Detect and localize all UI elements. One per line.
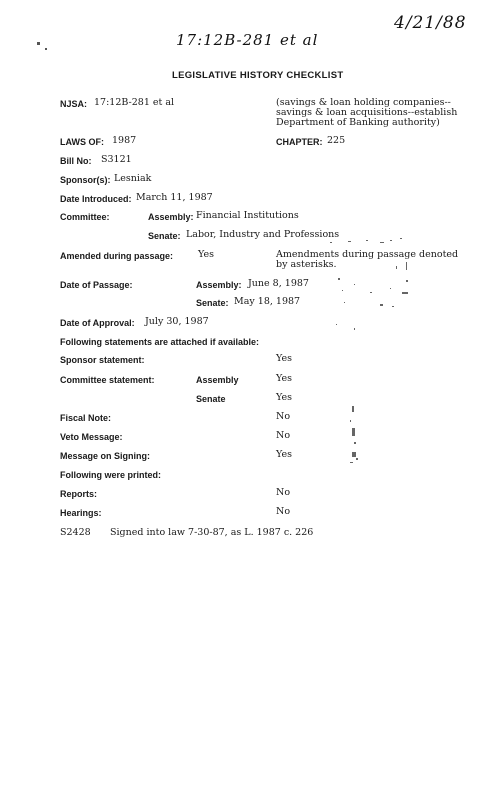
footnote-bill: S2428 bbox=[60, 527, 91, 538]
statements-heading: Following statements are attached if available: bbox=[60, 337, 260, 347]
date-of-passage-label: Date of Passage: bbox=[60, 280, 133, 290]
veto-message-value: No bbox=[276, 430, 291, 441]
scan-artifacts bbox=[330, 236, 420, 476]
sponsor-statement-label: Sponsor statement: bbox=[60, 355, 145, 365]
committee-statement-label: Committee statement: bbox=[60, 375, 155, 385]
amended-note-line-2: by asterisks. bbox=[276, 259, 337, 270]
passage-senate-value: May 18, 1987 bbox=[234, 296, 301, 307]
passage-assembly-label: Assembly: bbox=[196, 280, 242, 290]
footnote-text: Signed into law 7-30-87, as L. 1987 c. 226 bbox=[110, 527, 314, 538]
message-on-signing-value: Yes bbox=[276, 449, 292, 460]
committee-statement-assembly-value: Yes bbox=[276, 373, 292, 384]
date-introduced-label: Date Introduced: bbox=[60, 194, 132, 204]
chapter-value: 225 bbox=[327, 135, 346, 146]
passage-senate-label: Senate: bbox=[196, 298, 229, 308]
date-of-approval-value: July 30, 1987 bbox=[145, 316, 209, 327]
fiscal-note-label: Fiscal Note: bbox=[60, 413, 112, 423]
bill-no-label: Bill No: bbox=[60, 156, 92, 166]
laws-of-label: LAWS OF: bbox=[60, 137, 104, 147]
committee-assembly-value: Financial Institutions bbox=[196, 210, 299, 221]
amended-value: Yes bbox=[198, 249, 214, 260]
date-introduced-value: March 11, 1987 bbox=[136, 192, 213, 203]
committee-statement-senate-label: Senate bbox=[196, 394, 226, 404]
message-on-signing-label: Message on Signing: bbox=[60, 451, 151, 461]
sponsor-statement-value: Yes bbox=[276, 353, 292, 364]
date-of-approval-label: Date of Approval: bbox=[60, 318, 135, 328]
njsa-value: 17:12B-281 et al bbox=[94, 97, 175, 108]
njsa-description-line-3: Department of Banking authority) bbox=[276, 117, 440, 128]
handwritten-date: 4/21/88 bbox=[394, 13, 467, 33]
committee-label: Committee: bbox=[60, 212, 110, 222]
laws-of-value: 1987 bbox=[112, 135, 137, 146]
page-title: LEGISLATIVE HISTORY CHECKLIST bbox=[172, 70, 344, 81]
hearings-value: No bbox=[276, 506, 291, 517]
handwritten-reference: 17:12B-281 et al bbox=[176, 31, 319, 49]
njsa-description-line-1: (savings & loan holding companies-- bbox=[276, 97, 451, 108]
sponsor-value: Lesniak bbox=[114, 173, 152, 184]
amended-label: Amended during passage: bbox=[60, 251, 174, 261]
sponsor-label: Sponsor(s): bbox=[60, 175, 111, 185]
committee-statement-assembly-label: Assembly bbox=[196, 375, 239, 385]
chapter-label: CHAPTER: bbox=[276, 137, 323, 147]
amended-note-line-1: Amendments during passage denoted bbox=[276, 249, 459, 260]
njsa-label: NJSA: bbox=[60, 99, 88, 109]
passage-assembly-value: June 8, 1987 bbox=[248, 278, 309, 289]
printed-heading: Following were printed: bbox=[60, 470, 161, 480]
fiscal-note-value: No bbox=[276, 411, 291, 422]
committee-statement-senate-value: Yes bbox=[276, 392, 292, 403]
reports-value: No bbox=[276, 487, 291, 498]
stray-mark bbox=[37, 42, 40, 45]
stray-mark bbox=[45, 48, 47, 50]
bill-no-value: S3121 bbox=[101, 154, 132, 165]
committee-senate-value: Labor, Industry and Professions bbox=[186, 229, 340, 240]
hearings-label: Hearings: bbox=[60, 508, 102, 518]
reports-label: Reports: bbox=[60, 489, 98, 499]
njsa-description-line-2: savings & loan acquisitions--establish bbox=[276, 107, 458, 118]
committee-senate-label: Senate: bbox=[148, 231, 181, 241]
veto-message-label: Veto Message: bbox=[60, 432, 123, 442]
committee-assembly-label: Assembly: bbox=[148, 212, 194, 222]
